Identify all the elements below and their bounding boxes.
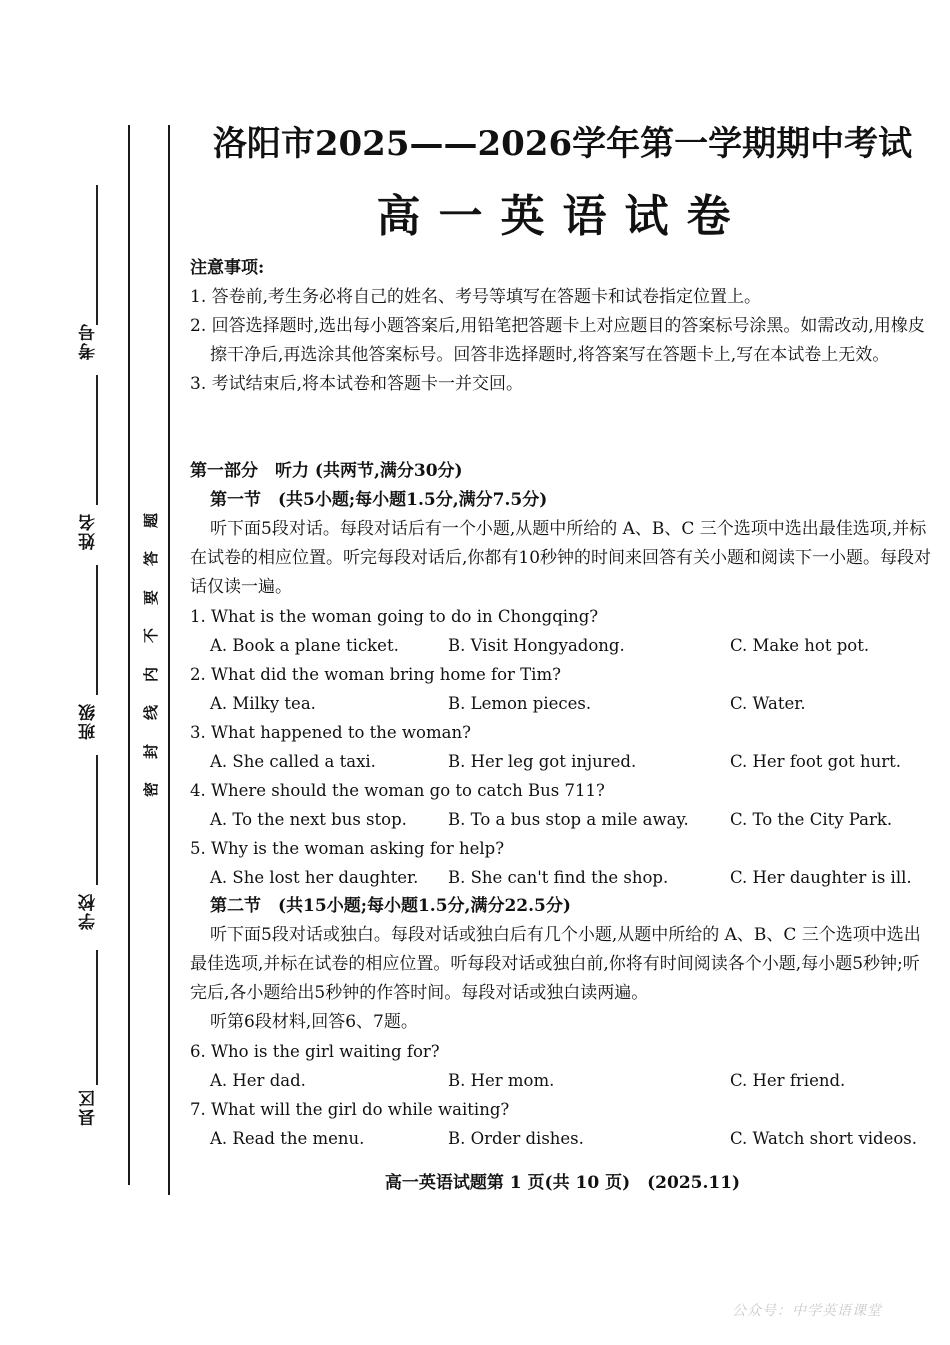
field-label-name: 姓名 — [79, 512, 99, 550]
notice-item: 1. 答卷前,考生务必将自己的姓名、考号等填写在答题卡和试卷指定位置上。 — [190, 287, 762, 307]
option-b: B. Her mom. — [448, 1071, 555, 1090]
option-a: A. She called a taxi. — [210, 752, 376, 771]
question-7-options — [190, 1124, 935, 1153]
section2-heading: 第二节 (共15小题;每小题1.5分,满分22.5分) — [210, 896, 571, 916]
option-b: B. She can't find the shop. — [448, 868, 669, 887]
field-line-class — [96, 565, 98, 695]
seal-char: 要 — [142, 589, 161, 605]
material-6-note: 听第6段材料,回答6、7题。 — [210, 1012, 418, 1032]
option-b: B. Visit Hongyadong. — [448, 636, 625, 655]
field-label-school: 学校 — [79, 892, 99, 930]
section2-instructions: 听下面5段对话或独白。每段对话或独白后有几个小题,从题中所给的 A、B、C 三个选项中选出最佳选项,并标在试卷的相应位置。听每段对话或独白前,你将有时间阅读各个小题,每小题5秒钟;听完后,各小题给出5秒钟的作答时间。每段对话或独白读两遍。 — [190, 925, 921, 1003]
question-1-options — [190, 631, 935, 660]
question-7: 7. What will the girl do while waiting? — [190, 1100, 510, 1119]
notice-heading: 注意事项: — [190, 258, 265, 278]
option-a: A. Her dad. — [210, 1071, 306, 1090]
seal-char: 内 — [142, 666, 161, 682]
question-3-options — [190, 747, 935, 776]
option-a: A. To the next bus stop. — [210, 810, 407, 829]
field-line-exam-no — [96, 185, 98, 325]
option-c: C. Make hot pot. — [730, 636, 870, 655]
notice-section — [190, 254, 935, 399]
question-2-options — [190, 689, 935, 718]
option-c: C. Her foot got hurt. — [730, 752, 902, 771]
seal-char: 密 — [142, 781, 161, 797]
part1-section — [190, 457, 935, 1153]
margin-rule-outer — [128, 125, 130, 1185]
notice-item: 2. 回答选择题时,选出每小题答案后,用铅笔把答题卡上对应题目的答案标号涂黑。如需改动,用橡皮擦干净后,再选涂其他答案标号。回答非选择题时,将答案写在答题卡上,写在本试卷上无效。 — [190, 316, 925, 365]
question-1: 1. What is the woman going to do in Chongqing? — [190, 607, 599, 626]
seal-char: 答 — [142, 551, 161, 567]
option-a: A. Milky tea. — [210, 694, 316, 713]
field-label-district: 县区 — [79, 1088, 99, 1126]
question-2: 2. What did the woman bring home for Tim? — [190, 665, 561, 684]
option-a: A. Read the menu. — [210, 1129, 365, 1148]
option-a: A. She lost her daughter. — [210, 868, 419, 887]
option-c: C. To the City Park. — [730, 810, 893, 829]
option-a: A. Book a plane ticket. — [210, 636, 399, 655]
page-footer: 高一英语试题第 1 页(共 10 页) (2025.11) — [384, 1173, 741, 1193]
question-6-options — [190, 1066, 935, 1095]
option-b: B. Her leg got injured. — [448, 752, 637, 771]
option-b: B. To a bus stop a mile away. — [448, 810, 689, 829]
question-5: 5. Why is the woman asking for help? — [190, 839, 505, 858]
question-3: 3. What happened to the woman? — [190, 723, 471, 742]
seal-line-notice — [140, 510, 162, 800]
field-line-name — [96, 375, 98, 505]
option-c: C. Water. — [730, 694, 806, 713]
exam-header-title: 洛阳市2025——2026学年第一学期期中考试 — [212, 124, 913, 164]
question-4: 4. Where should the woman go to catch Bus 711? — [190, 781, 605, 800]
option-b: B. Order dishes. — [448, 1129, 584, 1148]
option-c: C. Her daughter is ill. — [730, 868, 912, 887]
section1-heading: 第一节 (共5小题;每小题1.5分,满分7.5分) — [210, 490, 548, 510]
margin-rule-inner — [168, 125, 170, 1195]
seal-char: 不 — [142, 628, 161, 644]
field-line-district — [96, 950, 98, 1085]
exam-subject-title: 高一英语试卷 — [376, 191, 749, 242]
section1-instructions: 听下面5段对话。每段对话后有一个小题,从题中所给的 A、B、C 三个选项中选出最佳选项,并标在试卷的相应位置。听完每段对话后,你都有10秒钟的时间来回答有关小题和阅读下一小题。每段对话仅读一遍。 — [190, 519, 932, 597]
option-c: C. Watch short videos. — [730, 1129, 917, 1148]
watermark: 公众号：中学英语课堂 — [732, 1303, 882, 1319]
seal-char: 线 — [142, 705, 161, 721]
question-5-options — [190, 863, 935, 892]
field-line-school — [96, 755, 98, 885]
option-b: B. Lemon pieces. — [448, 694, 592, 713]
question-6: 6. Who is the girl waiting for? — [190, 1042, 440, 1061]
field-label-exam-no: 考号 — [79, 322, 99, 360]
seal-char: 封 — [142, 743, 161, 759]
field-label-class: 班级 — [79, 702, 99, 740]
part1-heading: 第一部分 听力 (共两节,满分30分) — [190, 461, 463, 481]
question-4-options — [190, 805, 935, 834]
notice-item: 3. 考试结束后,将本试卷和答题卡一并交回。 — [190, 374, 524, 394]
option-c: C. Her friend. — [730, 1071, 846, 1090]
seal-char: 题 — [142, 512, 161, 529]
